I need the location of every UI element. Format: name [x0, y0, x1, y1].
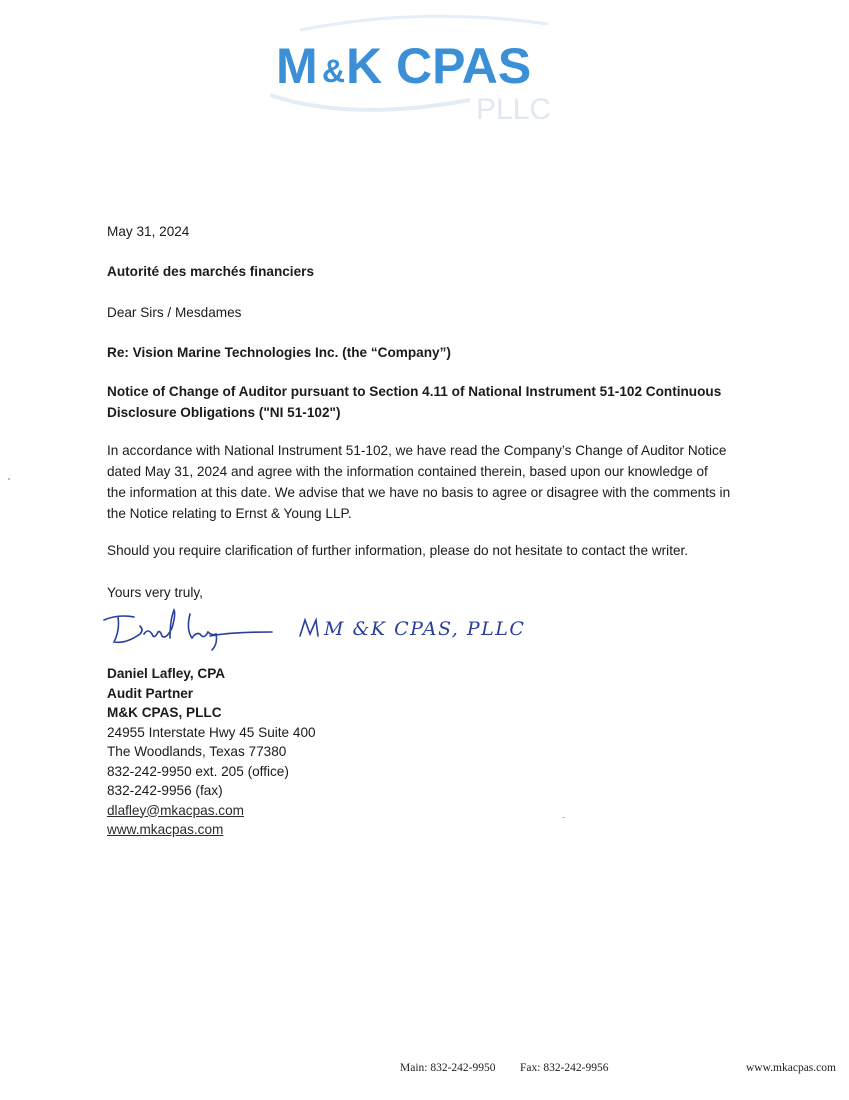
recipient: Autorité des marchés financiers: [107, 264, 314, 279]
signature-graphic: [100, 604, 560, 652]
notice-heading: [107, 381, 747, 423]
scan-speck: [8, 478, 10, 480]
signer-firm: M&K CPAS, PLLC: [107, 705, 222, 720]
notice-line: Notice of Change of Auditor pursuant to Section 4.11 of National Instrument 51-102 Continuous: [107, 384, 722, 399]
closing: Yours very truly,: [107, 585, 203, 600]
footer-main-phone: Main: 832-242-9950: [400, 1062, 496, 1074]
signature-text: M &K CPAS, PLLC: [324, 618, 526, 640]
notice-line: Disclosure Obligations ("NI 51-102"): [107, 405, 341, 420]
fax-phone: 832-242-9956 (fax): [107, 783, 223, 798]
office-phone: 832-242-9950 ext. 205 (office): [107, 763, 289, 779]
signer-name: Daniel Lafley, CPA: [107, 666, 226, 681]
logo-name-left: M: [276, 38, 318, 94]
email-link[interactable]: dlafley@mkacpas.com: [107, 802, 244, 818]
body-line: dated May 31, 2024 and agree with the information contained therein, based upon our knowledge of: [107, 464, 708, 479]
logo-ampersand: &: [322, 53, 346, 89]
salutation: Dear Sirs / Mesdames: [107, 305, 242, 320]
footer-website: www.mkacpas.com: [746, 1062, 836, 1074]
logo-swoosh-top: [300, 16, 548, 30]
signature-block: [107, 664, 747, 840]
scan-speck: [562, 817, 565, 818]
address-line-1: 24955 Interstate Hwy 45 Suite 400: [107, 724, 316, 740]
signer-title: Audit Partner: [107, 685, 194, 701]
body-line: the Notice relating to Ernst & Young LLP.: [107, 506, 352, 521]
handwritten-signature: [100, 604, 560, 652]
letter-date: May 31, 2024: [107, 224, 190, 239]
company-logo: [0, 0, 849, 135]
body-paragraph-2: Should you require clarification of further information, please do not hesitate to contact the writer.: [107, 543, 689, 558]
re-line: Re: Vision Marine Technologies Inc. (the “Company”): [107, 345, 451, 360]
address-line-2: The Woodlands, Texas 77380: [107, 744, 287, 759]
website-link[interactable]: www.mkacpas.com: [107, 822, 224, 837]
logo-suffix: PLLC: [476, 93, 552, 126]
logo-name-right: K CPAS: [346, 38, 532, 94]
logo-graphic: [0, 0, 849, 135]
body-line: the information at this date. We advise that we have no basis to agree or disagree with the comments in: [107, 485, 731, 500]
logo-swoosh-bottom: [270, 95, 470, 110]
footer-fax: Fax: 832-242-9956: [520, 1062, 609, 1074]
body-paragraph-1: [107, 440, 747, 524]
body-line: In accordance with National Instrument 51-102, we have read the Company’s Change of Auditor Notice: [107, 443, 727, 458]
